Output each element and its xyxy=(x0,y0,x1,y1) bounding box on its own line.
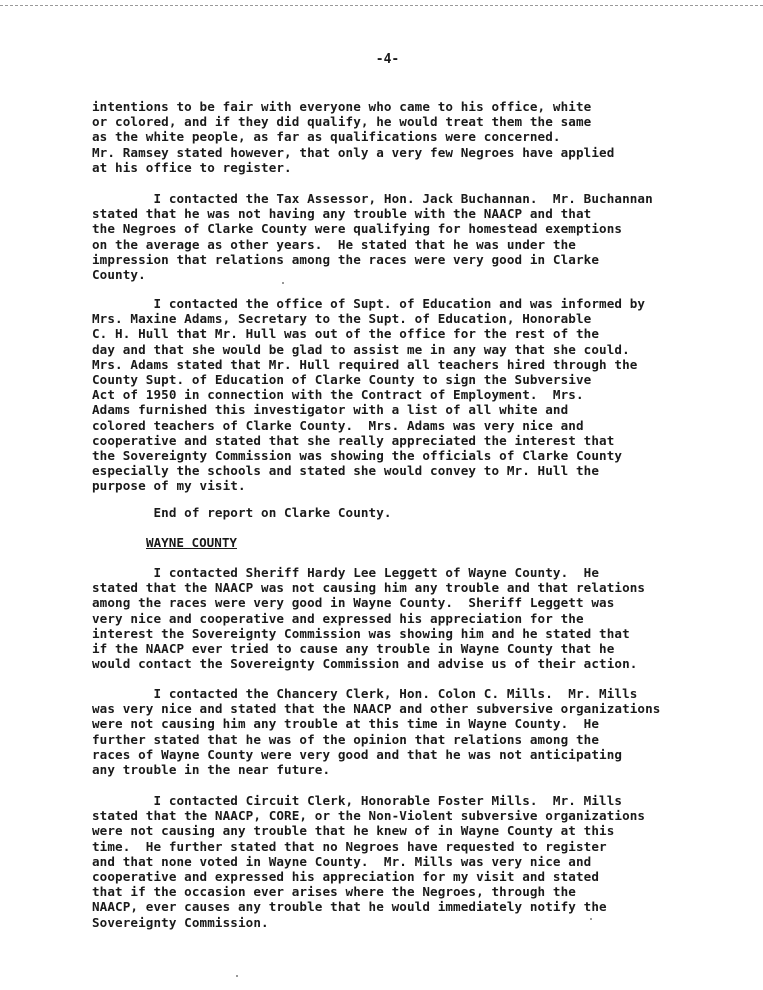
text-line: I contacted the Chancery Clerk, Hon. Colon C. Mills. Mr. Mills xyxy=(92,686,638,701)
text-line: I contacted Sheriff Hardy Lee Leggett of Wayne County. He xyxy=(92,565,600,580)
text-line: among the races were very good in Wayne County. Sheriff Leggett was xyxy=(92,595,615,611)
text-line: Act of 1950 in connection with the Contract of Employment. Mrs. xyxy=(92,387,584,403)
text-line: races of Wayne County were very good and that he was not anticipating xyxy=(92,746,623,762)
text-line: Mrs. Maxine Adams, Secretary to the Supt. of Education, Honorable xyxy=(92,311,592,327)
text-line: purpose of my visit. xyxy=(92,478,246,494)
text-line: the Negroes of Clarke County were qualifying for homestead exemptions xyxy=(92,221,623,237)
scan-speck xyxy=(236,975,238,977)
paragraph-6 xyxy=(92,686,760,777)
text-line: I contacted the Tax Assessor, Hon. Jack Buchannan. Mr. Buchannan xyxy=(92,191,653,206)
text-line: on the average as other years. He stated that he was under the xyxy=(92,236,576,252)
text-line: stated that the NAACP was not causing him any trouble and that relations xyxy=(92,580,646,596)
text-line: would contact the Sovereignty Commission and advise us of their action. xyxy=(92,656,638,672)
text-line: day and that she would be glad to assist me in any way that she could. xyxy=(92,341,630,357)
text-line: impression that relations among the races were very good in Clarke xyxy=(92,251,600,267)
text-line: as the white people, as far as qualifications were concerned. xyxy=(92,129,561,145)
text-line: I contacted the office of Supt. of Education and was informed by xyxy=(92,296,646,311)
paragraph-7 xyxy=(92,793,760,930)
text-line: County. xyxy=(92,267,146,283)
paragraph-4 xyxy=(92,505,760,520)
text-line: intentions to be fair with everyone who came to his office, white xyxy=(92,99,592,114)
page-top-edge xyxy=(0,0,763,6)
paragraph-2 xyxy=(92,191,760,282)
text-line: further stated that he was of the opinion that relations among the xyxy=(92,731,600,747)
text-line: Sovereignty Commission. xyxy=(92,914,269,930)
text-line: stated that the NAACP, CORE, or the Non-Violent subversive organizations xyxy=(92,808,646,824)
page-number: -4- xyxy=(375,52,400,67)
text-line: stated that he was not having any trouble with the NAACP and that xyxy=(92,206,592,222)
text-line: I contacted Circuit Clerk, Honorable Foster Mills. Mr. Mills xyxy=(92,793,623,808)
text-line: cooperative and expressed his appreciation for my visit and stated xyxy=(92,869,600,885)
text-line: especially the schools and stated she would convey to Mr. Hull the xyxy=(92,463,600,479)
text-line: that if the occasion ever arises where the Negroes, through the xyxy=(92,884,576,900)
text-line: Mr. Ramsey stated however, that only a very few Negroes have applied xyxy=(92,144,615,160)
text-line: was very nice and stated that the NAACP and other subversive organizations xyxy=(92,701,661,717)
text-line: very nice and cooperative and expressed his appreciation for the xyxy=(92,610,584,626)
text-line: Mrs. Adams stated that Mr. Hull required all teachers hired through the xyxy=(92,356,638,372)
text-line: at his office to register. xyxy=(92,159,292,175)
text-line: End of report on Clarke County. xyxy=(92,505,392,520)
scan-speck xyxy=(282,282,284,284)
section-heading-wayne-county: WAYNE COUNTY xyxy=(146,535,237,550)
text-line: Adams furnished this investigator with a list of all white and xyxy=(92,402,569,418)
text-line: NAACP, ever causes any trouble that he would immediately notify the xyxy=(92,899,607,915)
text-line: the Sovereignty Commission was showing the officials of Clarke County xyxy=(92,448,623,464)
paragraph-1 xyxy=(92,99,760,175)
scan-speck xyxy=(590,918,592,920)
text-line: colored teachers of Clarke County. Mrs. Adams was very nice and xyxy=(92,417,584,433)
text-line: and that none voted in Wayne County. Mr. Mills was very nice and xyxy=(92,853,592,869)
text-line: or colored, and if they did qualify, he would treat them the same xyxy=(92,114,592,130)
text-line: were not causing any trouble that he knew of in Wayne County at this xyxy=(92,823,615,839)
text-line: cooperative and stated that she really appreciated the interest that xyxy=(92,432,615,448)
text-line: C. H. Hull that Mr. Hull was out of the office for the rest of the xyxy=(92,326,600,342)
paragraph-5 xyxy=(92,565,760,671)
text-line: time. He further stated that no Negroes have requested to register xyxy=(92,838,607,854)
text-line: interest the Sovereignty Commission was showing him and he stated that xyxy=(92,625,630,641)
text-line: if the NAACP ever tried to cause any trouble in Wayne County that he xyxy=(92,641,615,657)
text-line: were not causing him any trouble at this time in Wayne County. He xyxy=(92,716,600,732)
paragraph-3 xyxy=(92,296,760,494)
text-line: County Supt. of Education of Clarke County to sign the Subversive xyxy=(92,372,592,388)
text-line: any trouble in the near future. xyxy=(92,762,331,778)
